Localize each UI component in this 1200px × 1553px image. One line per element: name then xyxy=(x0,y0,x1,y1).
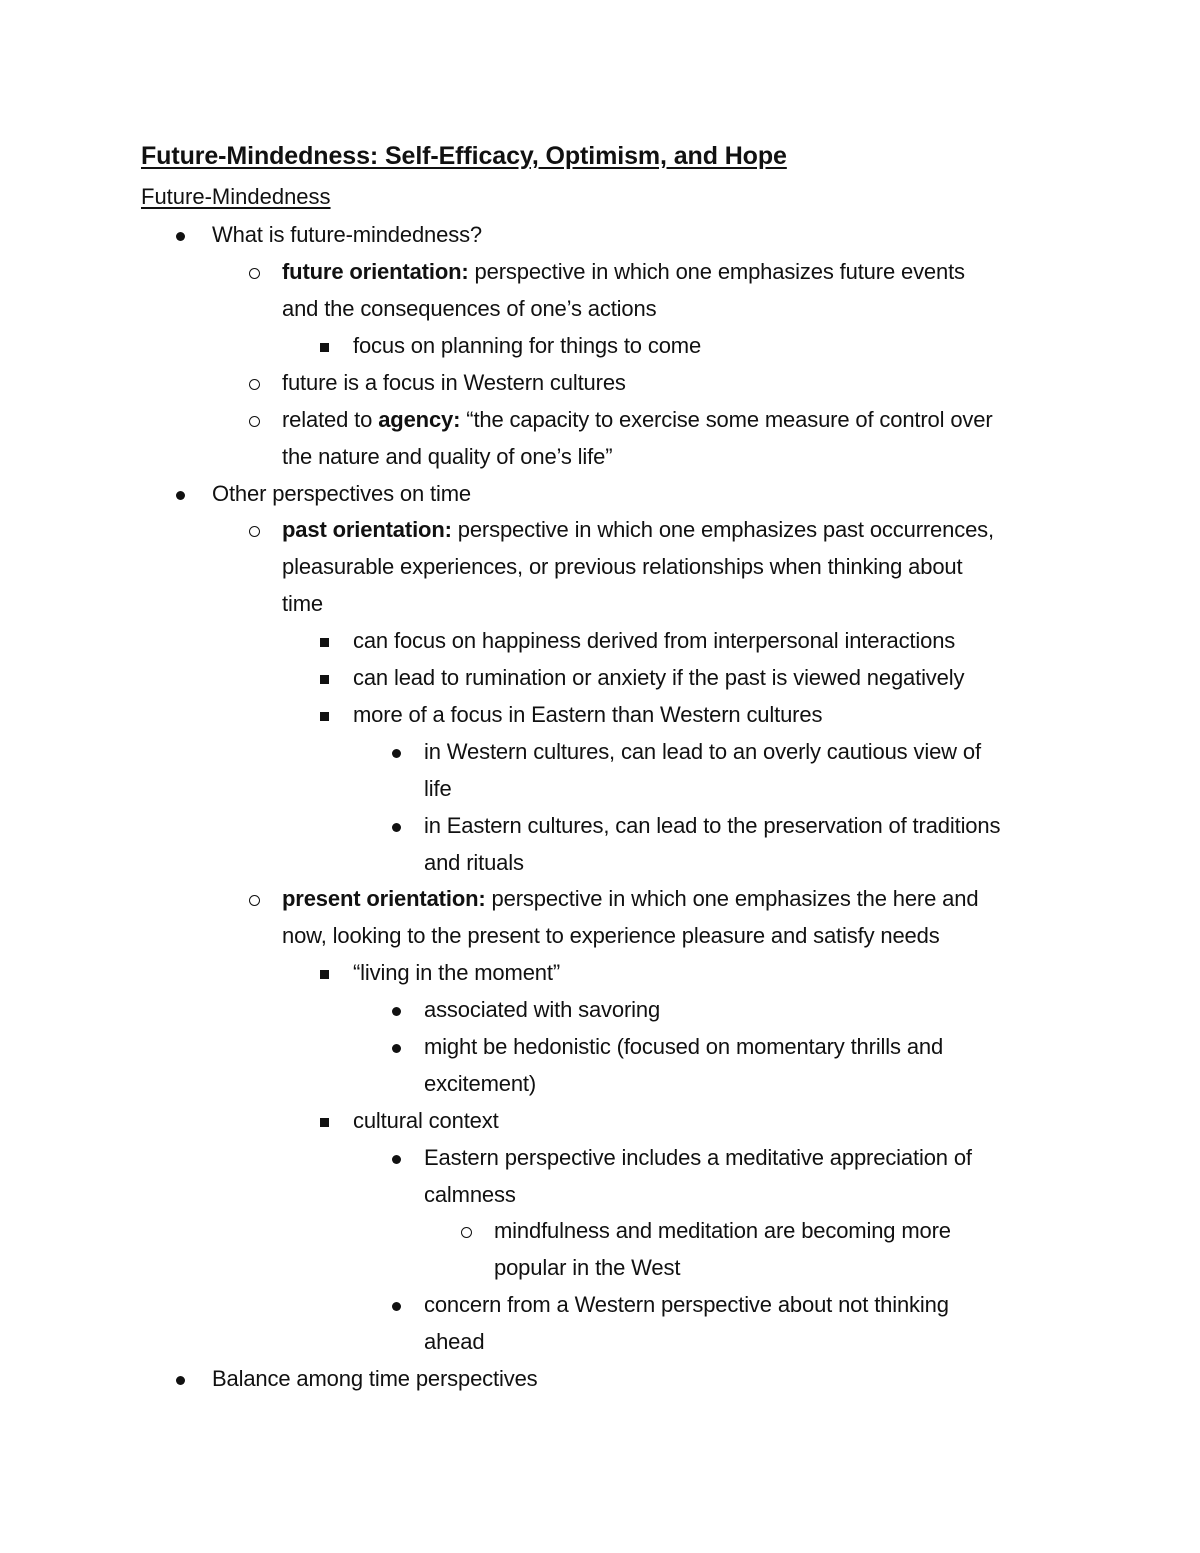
filled-bullet-icon xyxy=(176,217,185,254)
square-bullet-icon xyxy=(320,697,329,734)
square-bullet-icon xyxy=(320,328,329,365)
filled-bullet-icon xyxy=(392,1029,401,1066)
list-item xyxy=(282,512,994,549)
list-item-continuation: ahead xyxy=(424,1329,485,1354)
filled-bullet-icon xyxy=(176,1361,185,1398)
list-item: in Eastern cultures, can lead to the preservation of traditions xyxy=(424,813,1001,838)
definition-text: perspective in which one emphasizes the here and xyxy=(485,886,979,911)
square-bullet-icon xyxy=(320,623,329,660)
hollow-bullet-icon xyxy=(249,881,260,918)
list-item-continuation: calmness xyxy=(424,1182,516,1207)
list-item: might be hedonistic (focused on momentary thrills and xyxy=(424,1034,944,1059)
list-item-continuation: now, looking to the present to experience pleasure and satisfy needs xyxy=(282,923,940,948)
section-heading: Future-Mindedness xyxy=(141,184,331,209)
term-label: present orientation: xyxy=(282,886,486,911)
list-item: future is a focus in Western cultures xyxy=(282,370,626,395)
list-item: mindfulness and meditation are becoming more xyxy=(494,1218,951,1243)
list-item: can lead to rumination or anxiety if the past is viewed negatively xyxy=(353,665,965,690)
list-item: in Western cultures, can lead to an overly cautious view of xyxy=(424,739,981,764)
list-item: more of a focus in Eastern than Western cultures xyxy=(353,702,823,727)
list-item: concern from a Western perspective about not thinking xyxy=(424,1292,949,1317)
list-item: can focus on happiness derived from interpersonal interactions xyxy=(353,628,956,653)
term-label: agency: xyxy=(378,407,461,432)
filled-bullet-icon xyxy=(392,1140,401,1177)
list-item: “living in the moment” xyxy=(353,960,560,985)
list-item: What is future-mindedness? xyxy=(212,222,483,247)
prefix-text: related to xyxy=(282,407,379,432)
list-item: Balance among time perspectives xyxy=(212,1366,538,1391)
hollow-bullet-icon xyxy=(461,1213,472,1250)
filled-bullet-icon xyxy=(176,476,185,513)
square-bullet-icon xyxy=(320,660,329,697)
hollow-bullet-icon xyxy=(249,402,260,439)
definition-text: “the capacity to exercise some measure of control over xyxy=(460,407,993,432)
filled-bullet-icon xyxy=(392,734,401,771)
square-bullet-icon xyxy=(320,1103,329,1140)
filled-bullet-icon xyxy=(392,1287,401,1324)
list-item-continuation: the nature and quality of one’s life” xyxy=(282,444,613,469)
list-item-continuation: popular in the West xyxy=(494,1255,681,1280)
list-item xyxy=(282,254,965,291)
term-label: past orientation: xyxy=(282,517,452,542)
list-item xyxy=(282,881,978,918)
list-item: associated with savoring xyxy=(424,997,661,1022)
list-item-continuation: excitement) xyxy=(424,1071,537,1096)
hollow-bullet-icon xyxy=(249,512,260,549)
list-item-continuation: life xyxy=(424,776,452,801)
definition-text: perspective in which one emphasizes past occurrences, xyxy=(451,517,994,542)
list-item: cultural context xyxy=(353,1108,499,1133)
hollow-bullet-icon xyxy=(249,254,260,291)
list-item-continuation: and rituals xyxy=(424,850,524,875)
filled-bullet-icon xyxy=(392,808,401,845)
page-title: Future-Mindedness: Self-Efficacy, Optimism, and Hope xyxy=(141,142,787,170)
hollow-bullet-icon xyxy=(249,365,260,402)
list-item: Eastern perspective includes a meditative appreciation of xyxy=(424,1145,972,1170)
list-item xyxy=(282,402,993,439)
list-item: Other perspectives on time xyxy=(212,481,471,506)
square-bullet-icon xyxy=(320,955,329,992)
list-item: focus on planning for things to come xyxy=(353,333,702,358)
filled-bullet-icon xyxy=(392,992,401,1029)
list-item-continuation: pleasurable experiences, or previous relationships when thinking about xyxy=(282,554,963,579)
definition-text: perspective in which one emphasizes future events xyxy=(468,259,965,284)
list-item-continuation: and the consequences of one’s actions xyxy=(282,296,657,321)
term-label: future orientation: xyxy=(282,259,469,284)
list-item-continuation: time xyxy=(282,591,323,616)
